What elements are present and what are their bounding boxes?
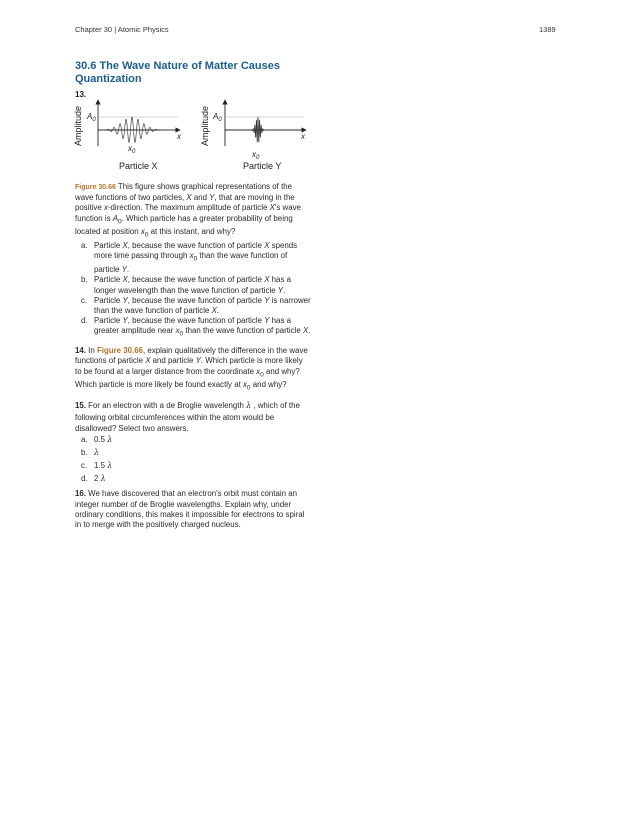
x0-label-x: $x_0$ xyxy=(128,144,136,155)
section-title: 30.6 The Wave Nature of Matter Causes Quantization xyxy=(75,60,280,85)
amp-label-x: $A_0$ xyxy=(87,112,96,123)
question-14: 14. In Figure 30.66, explain qualitatively the difference in the wave functions of particle X and particle Y. Which particle is more likely to be found at a larger distance from the coordinate $x_0$ and why? Which particle is more likely be found exactly at $x_0$ and why? xyxy=(75,346,308,392)
page-header-chapter: Chapter 30 | Atomic Physics xyxy=(75,25,169,34)
particle-x-graph xyxy=(73,102,182,171)
amp-label-y: $A_0$ xyxy=(213,112,222,123)
q13-option-d[interactable]: d. Particle Y, because the wave function of particle Y has a greater amplitude near $x_0$ than the wave function of particle X. xyxy=(81,316,311,338)
q15-option-c[interactable]: c. 1.5 λ xyxy=(81,461,113,471)
wave-function-figure xyxy=(70,96,320,176)
particle-y-title: Particle Y xyxy=(243,161,282,171)
figure-link[interactable]: Figure 30.66 xyxy=(96,346,144,356)
q13-option-b[interactable]: b. Particle X, because the wave function of particle X has a longer wavelength than the wave function of particle Y. xyxy=(81,275,291,295)
amplitude-axis-label-y: Amplitude xyxy=(200,105,210,146)
question-16: 16. We have discovered that an electron's orbit must contain an integer number of de Broglie wavelengths. Explain why, under ordinary conditions, this makes it impossible for electrons to spiral in to merge with the positively charged nucleus. xyxy=(75,489,305,530)
question-15: 15. For an electron with a de Broglie wavelength λ , which of the following orbital circumferences within the atom would be disallowed? Select two answers. xyxy=(75,401,300,434)
page-number: 1389 xyxy=(539,25,556,34)
q13-options xyxy=(75,241,311,340)
figure-caption: Figure 30.66 This figure shows graphical representations of the wave functions of two particles, X and Y, that are moving in the positive x-direction. The maximum amplitude of particle X's wave function is $A_0$. Which particle has a greater probability of being located at position $x_0$ at this instant, and why? xyxy=(75,182,301,239)
q15-option-b[interactable]: b. λ xyxy=(81,447,100,457)
particle-x-title: Particle X xyxy=(119,161,158,171)
question-13-number: 13. xyxy=(75,90,87,99)
figure-label: Figure 30.66 xyxy=(75,184,116,191)
q15-options xyxy=(75,435,311,485)
x-axis-letter-y: x xyxy=(301,132,305,141)
q13-option-a[interactable]: a. Particle X, because the wave function of particle X spends more time passing through $x_0$ than the wave function of particle Y. xyxy=(81,241,298,275)
q13-option-c[interactable]: c. Particle Y, because the wave function of particle Y is narrower than the wave function of particle X. xyxy=(81,295,311,315)
particle-y-graph xyxy=(200,102,306,171)
amplitude-axis-label-x: Amplitude xyxy=(73,105,83,146)
q15-option-a[interactable]: a. 0.5 λ xyxy=(81,434,113,444)
x0-label-y: $x_0$ xyxy=(252,150,260,161)
q15-option-d[interactable]: d. 2 λ xyxy=(81,474,106,484)
questions-content xyxy=(75,182,311,530)
x-axis-letter-x: x xyxy=(177,132,181,141)
